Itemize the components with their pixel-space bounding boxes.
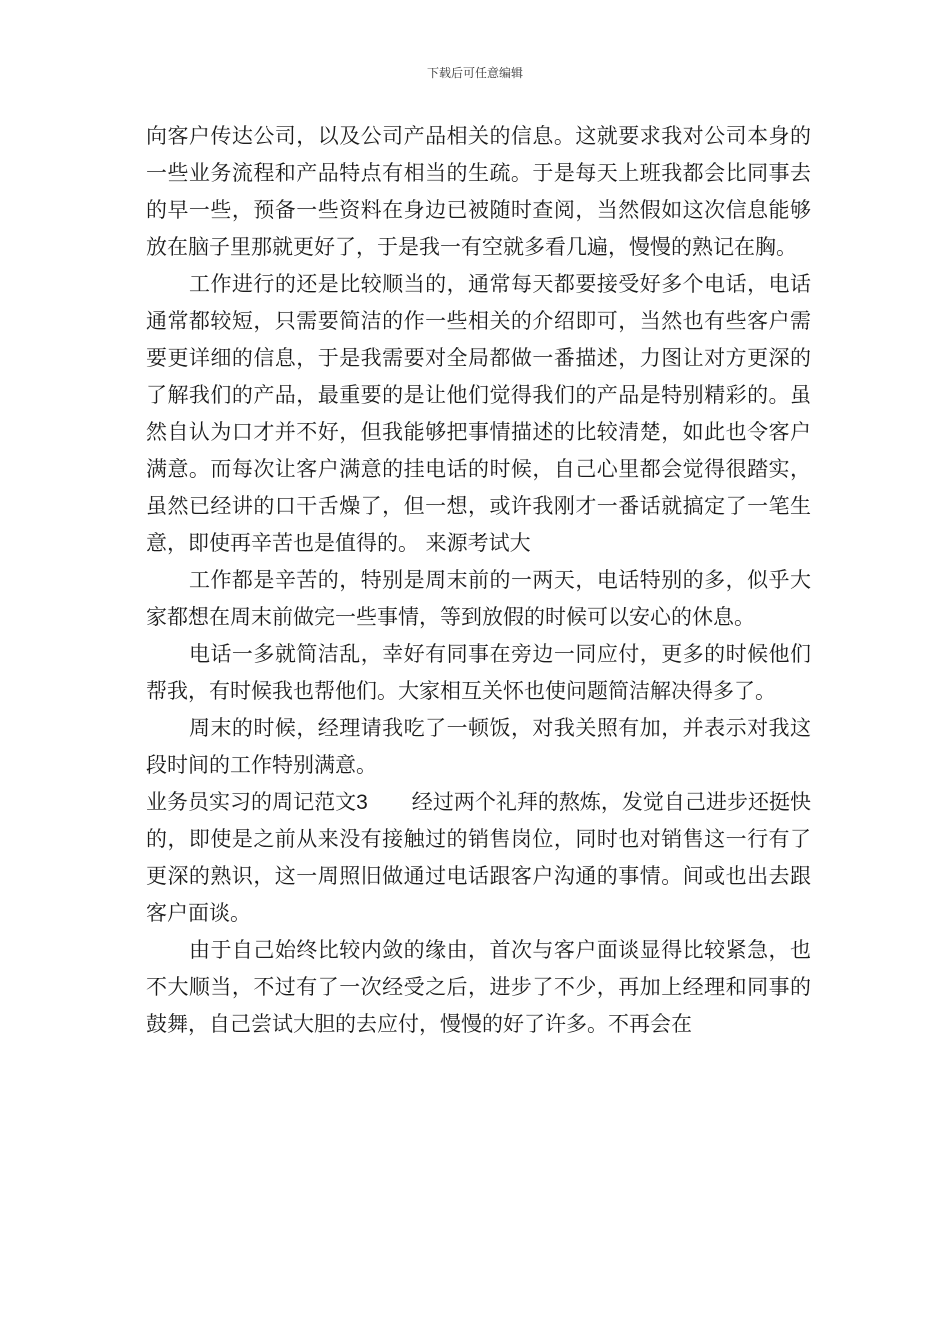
paragraph-4: 电话一多就简洁乱，幸好有同事在旁边一同应付，更多的时候他们帮我，有时候我也帮他们。大家相互关怀也使问题简洁解决得多了。: [146, 642, 811, 703]
paragraph-3: 工作都是辛苦的，特别是周末前的一两天，电话特别的多，似乎大家都想在周末前做完一些事情，等到放假的时候可以安心的休息。: [146, 568, 811, 629]
section-heading-number: 3: [356, 791, 368, 814]
page-header: 下载后可任意编辑: [426, 66, 523, 80]
paragraph-6-text: 经过两个礼拜的熬炼，发觉自己进步还挺快的，即使是之前从来没有接触过的销售岗位，同时也对销售这一行有了更深的熟识，这一周照旧做通过电话跟客户沟通的事情。间或也出去跟客户面谈。: [146, 790, 811, 925]
paragraph-1: 向客户传达公司，以及公司产品相关的信息。这就要求我对公司本身的一些业务流程和产品特点有相当的生疏。于是每天上班我都会比同事去的早一些，预备一些资料在身边已被随时查阅，当然假如这次信息能够放在脑子里那就更好了，于是我一有空就多看几遍，慢慢的熟记在胸。: [146, 124, 811, 259]
paragraph-5: 周末的时候，经理请我吃了一顿饭，对我关照有加，并表示对我这段时间的工作特别满意。: [146, 716, 811, 777]
section-heading: 业务员实习的周记范文: [146, 790, 357, 814]
paragraph-6: [146, 784, 811, 932]
paragraph-2: 工作进行的还是比较顺当的，通常每天都要接受好多个电话，电话通常都较短，只需要简洁的作一些相关的介绍即可，当然也有些客户需要更详细的信息，于是我需要对全局都做一番描述，力图让对方更深的了解我们的产品，最重要的是让他们觉得我们的产品是特别精彩的。虽然自认为口才并不好，但我能够把事情描述的比较清楚，如此也令客户满意。而每次让客户满意的挂电话的时候，自己心里都会觉得很踏实，虽然已经讲的口干舌燥了，但一想，或许我刚才一番话就搞定了一笔生意，即使再辛苦也是值得的。 来源考试大: [146, 272, 811, 555]
document-body: [146, 118, 811, 1043]
paragraph-7: 由于自己始终比较内敛的缘由，首次与客户面谈显得比较紧急，也不大顺当，不过有了一次经受之后，进步了不少，再加上经理和同事的鼓舞，自己尝试大胆的去应付，慢慢的好了许多。不再会在: [146, 938, 811, 1036]
